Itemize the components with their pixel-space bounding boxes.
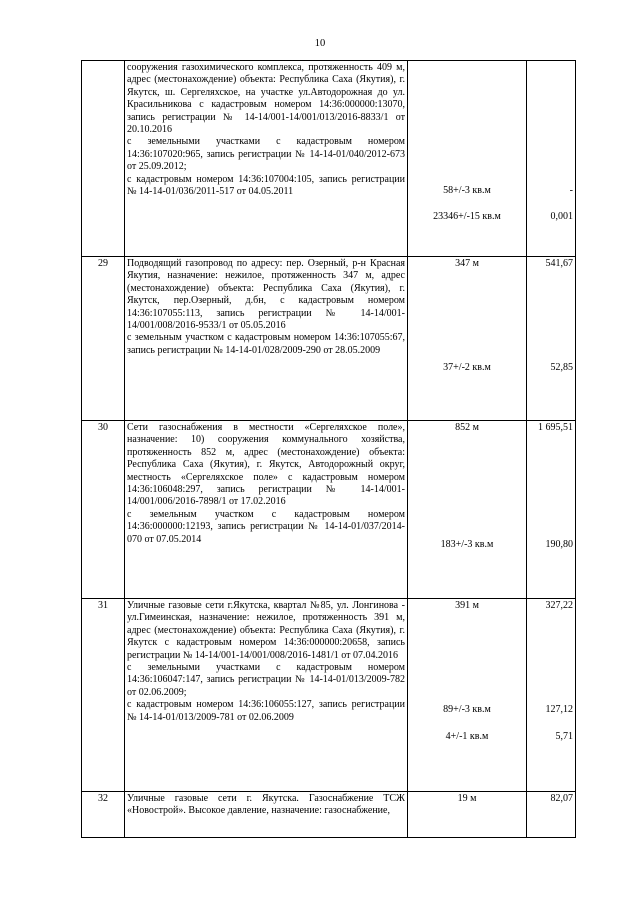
row-description — [125, 421, 408, 599]
row-area — [408, 61, 527, 257]
row-value — [527, 61, 576, 257]
row-number — [82, 61, 125, 257]
table-row — [82, 61, 576, 257]
description-paragraph: Уличные газовые сети г. Якутска. Газоснабжение ТСЖ «Новострой». Высокое давление, назначение: газоснабжение, — [127, 793, 405, 817]
area-value: 852 м — [455, 422, 479, 433]
cost-value: 0,001 — [550, 211, 573, 223]
description-paragraph: с земельными участками с кадастровым номером 14:36:107020:965, запись регистрации № 14-14-01/040/2012-673 от 25.09.2012; — [127, 136, 405, 173]
cost-value: 541,67 — [545, 258, 573, 269]
page-number: 10 — [314, 38, 326, 49]
row-area — [408, 792, 527, 838]
row-number: 32 — [82, 792, 125, 838]
cost-value: 82,07 — [550, 793, 573, 804]
area-value: 37+/-2 кв.м — [443, 362, 491, 374]
area-value: 391 м — [455, 600, 479, 611]
row-description — [125, 61, 408, 257]
description-paragraph: с земельным участком с кадастровым номером 14:36:000000:12193, запись регистрации № 14-14-01/037/2014-070 от 07.05.2014 — [127, 508, 405, 545]
area-value: 58+/-3 кв.м — [443, 185, 491, 196]
area-value: 23346+/-15 кв.м — [433, 211, 501, 223]
row-area — [408, 421, 527, 599]
row-description — [125, 599, 408, 792]
area-value: 183+/-3 кв.м — [440, 539, 494, 551]
row-number: 29 — [82, 257, 125, 421]
description-paragraph: Подводящий газопровод по адресу: пер. Озерный, р-н Красная Якутия, назначение: нежилое, протяженность 347 м, адрес (местонахождение) объекта: Республика Саха (Якутия), г. Якутск, пер.Озерный, д.бн, с кадастровым номером 14:36:107055:113, запись регистрации № 14-14/001-14/001/008/2016-9533/1 от 05.05.2016 — [127, 258, 405, 332]
row-description — [125, 792, 408, 838]
row-area — [408, 599, 527, 792]
description-paragraph: с земельными участками с кадастровым номером 14:36:106047:147, запись регистрации № 14-14-01/013/2009-782 от 02.06.2009; — [127, 662, 405, 698]
area-value: 89+/-3 кв.м — [443, 704, 491, 716]
description-paragraph: Уличные газовые сети г.Якутска, квартал №85, ул. Лонгинова - ул.Гимеинская, назначение: нежилое, протяженность 391 м, адрес (местонахождение) объекта: Республика Саха (Якутия), г. Якутск с кадастровым номером 14:36:000000:20658, запись регистрации № 14-14/001-14/001/008/2016-1481/1 от 07.04.2016 — [127, 600, 405, 661]
cost-value: 1 695,51 — [538, 422, 573, 433]
table-row — [82, 257, 576, 421]
row-number: 31 — [82, 599, 125, 792]
row-value — [527, 792, 576, 838]
cost-value: 190,80 — [545, 539, 573, 551]
cost-value: 327,22 — [545, 600, 573, 611]
area-value: 347 м — [455, 258, 479, 269]
row-value — [527, 421, 576, 599]
cost-value: 5,71 — [555, 730, 573, 742]
row-area — [408, 257, 527, 421]
row-value — [527, 257, 576, 421]
row-value — [527, 599, 576, 792]
area-value: 19 м — [457, 793, 477, 804]
description-paragraph: с кадастровым номером 14:36:107004:105, запись регистрации № 14-14-01/036/2011-517 от 04.05.2011 — [127, 173, 405, 198]
description-paragraph: Сети газоснабжения в местности «Сергеляхское поле», назначение: 10) сооружения коммунального хозяйства, протяженность 852 м, адрес (местонахождение) объекта: Республика Саха (Якутия), г. Якутск, Автодорожный округ, местность «Сергеляхское поле» с кадастровым номером 14:36:106048:297, запись регистрации № 14-14/001-14/001/006/2016-7898/1 от 17.02.2016 — [127, 422, 405, 508]
cost-value: 52,85 — [550, 362, 573, 374]
cost-value: 127,12 — [545, 704, 573, 716]
table-row — [82, 599, 576, 792]
area-value: 4+/-1 кв.м — [445, 730, 489, 742]
description-paragraph: с земельным участком с кадастровым номером 14:36:107055:67, запись регистрации № 14-14-01/028/2009-290 от 28.05.2009 — [127, 332, 405, 356]
row-number: 30 — [82, 421, 125, 599]
table-row — [82, 421, 576, 599]
cost-value: - — [569, 185, 573, 196]
row-description — [125, 257, 408, 421]
description-paragraph: сооружения газохимического комплекса, протяженность 409 м, адрес (местонахождение) объекта: Республика Саха (Якутия), г. Якутск, ш. Сергеляхское, на участке ул.Автодорожная до ул. Красильникова с кадастровым номером 14:36:000000:13070, запись регистрации № 14-14/001-14/001/013/2016-8833/1 от 20.10.2016 — [127, 62, 405, 136]
description-paragraph: с кадастровым номером 14:36:106055:127, запись регистрации № 14-14-01/013/2009-781 от 02.06.2009 — [127, 699, 405, 723]
table-row — [82, 792, 576, 838]
property-table — [81, 60, 576, 838]
